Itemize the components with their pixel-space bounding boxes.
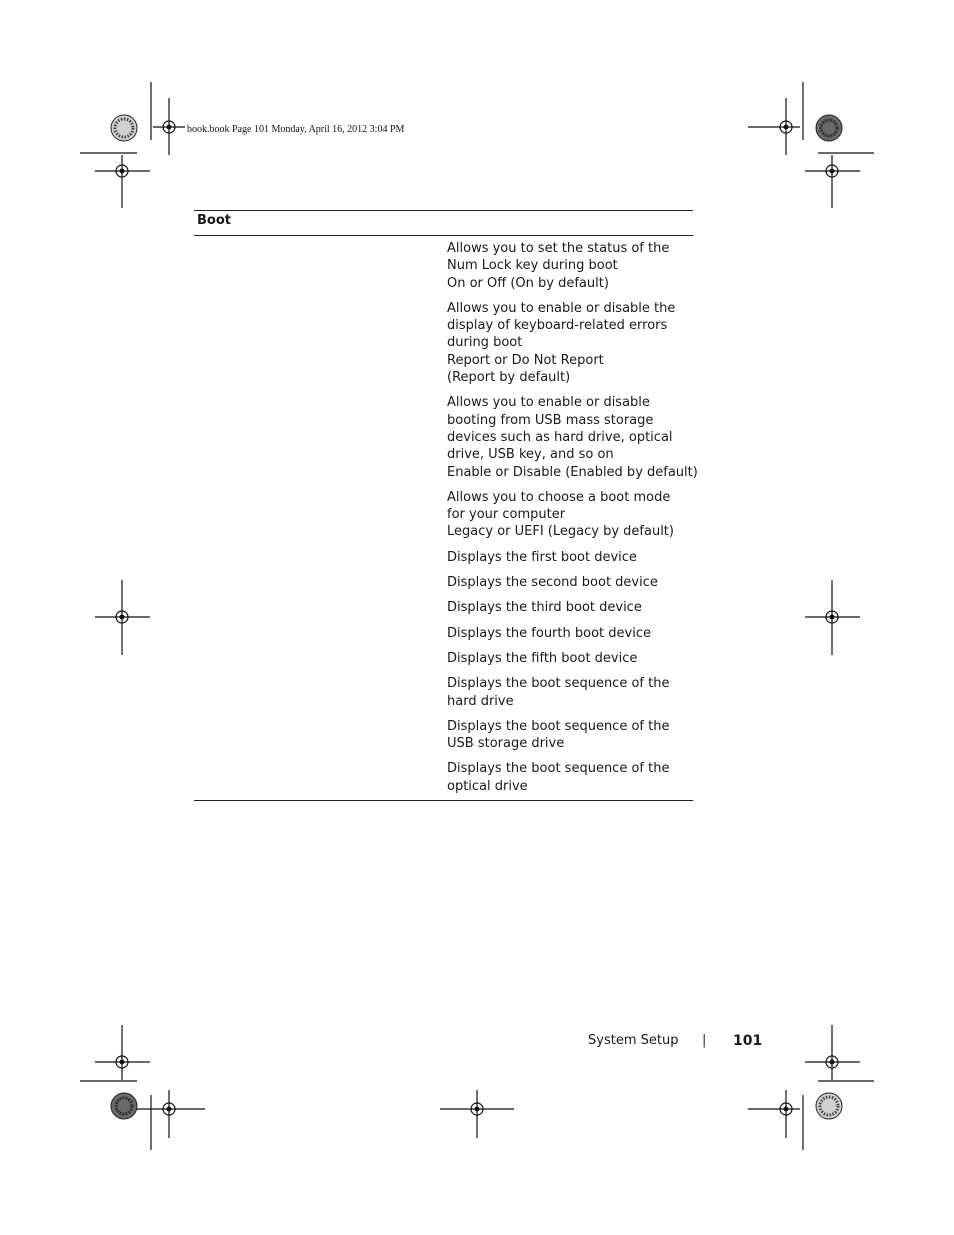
print-slug: book.book Page 101 Monday, April 16, 2012 3:04 PM xyxy=(187,124,405,135)
description-line: Allows you to choose a boot mode xyxy=(447,489,671,505)
description-line: Displays the boot sequence of the xyxy=(447,761,670,777)
table-row xyxy=(447,549,693,566)
description-line: USB storage drive xyxy=(447,736,565,752)
description-line: Displays the boot sequence of the xyxy=(447,676,670,692)
table-row xyxy=(447,675,693,710)
page-number: 101 xyxy=(733,1033,763,1049)
description-line: drive, USB key, and so on xyxy=(447,447,614,463)
description-line: hard drive xyxy=(447,693,514,709)
table-row xyxy=(447,650,693,667)
table-row xyxy=(447,718,693,753)
description-line: Displays the fifth boot device xyxy=(447,650,638,666)
description-line: Displays the third boot device xyxy=(447,600,642,616)
table-row xyxy=(447,574,693,591)
table-row xyxy=(447,489,693,541)
footer-separator: | xyxy=(702,1033,707,1048)
description-line: Report or Do Not Report xyxy=(447,352,604,368)
boot-settings-table xyxy=(194,210,698,801)
description-line: On or Off (On by default) xyxy=(447,275,609,291)
description-line: booting from USB mass storage xyxy=(447,412,654,428)
description-line: Allows you to set the status of the xyxy=(447,241,670,256)
table-body xyxy=(194,236,698,800)
description-line: Allows you to enable or disable xyxy=(447,395,650,411)
table-row xyxy=(447,240,693,292)
table-header: Boot xyxy=(194,211,693,236)
description-line: display of keyboard-related errors xyxy=(447,318,668,334)
description-line: optical drive xyxy=(447,778,528,794)
description-line: for your computer xyxy=(447,507,566,523)
description-line: Enable or Disable (Enabled by default) xyxy=(447,464,698,480)
description-line: Displays the boot sequence of the xyxy=(447,718,670,734)
table-row xyxy=(447,760,693,795)
footer-section-title: System Setup xyxy=(588,1033,679,1048)
description-line: Allows you to enable or disable the xyxy=(447,300,676,316)
description-line: Displays the fourth boot device xyxy=(447,625,651,641)
table-row xyxy=(447,300,693,386)
description-line: Legacy or UEFI (Legacy by default) xyxy=(447,524,674,540)
description-line: Num Lock key during boot xyxy=(447,258,618,274)
description-line: Displays the first boot device xyxy=(447,549,637,565)
table-row xyxy=(447,394,698,480)
description-line: devices such as hard drive, optical xyxy=(447,429,673,445)
description-line: (Report by default) xyxy=(447,370,571,386)
description-line: during boot xyxy=(447,335,523,351)
description-line: Displays the second boot device xyxy=(447,575,658,591)
page-footer xyxy=(588,1030,763,1052)
table-row xyxy=(447,625,693,642)
table-row xyxy=(447,599,693,616)
